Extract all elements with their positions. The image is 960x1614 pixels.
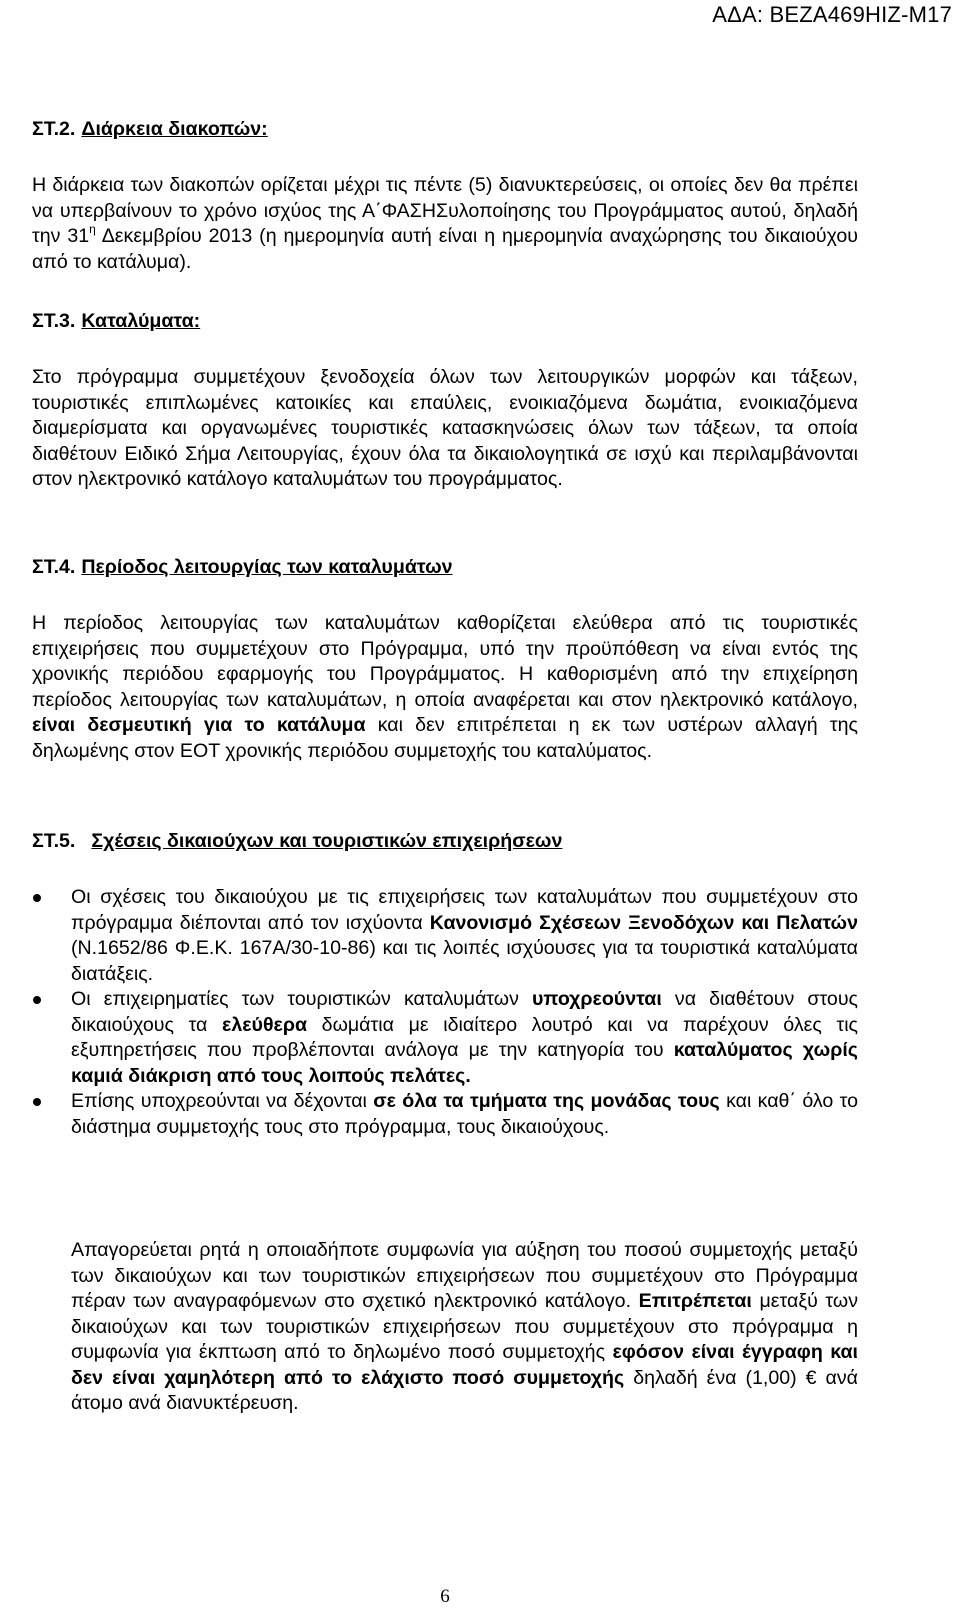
closing-bold-2: εφόσον είναι έγγραφη και δεν είναι χαμηλότερη από το ελάχιστο ποσό συμμετοχής [71,1341,858,1389]
st2-text-2: Δεκεμβρίου 2013 (η ημερομηνία αυτή είναι η ημερομηνία αναχώρησης του δικαιούχου από το κατάλυμα). [32,225,858,273]
bullet2-text-2: να διαθέτουν στους δικαιούχους τα [71,988,858,1036]
bullet1-bold-1: Κανονισμό Σχέσεων Ξενοδόχων και Πελατών [429,911,858,934]
closing-text-1: Απαγορεύεται ρητά η οποιαδήποτε συμφωνία για αύξηση του ποσού συμμετοχής μεταξύ των δικαιούχων και των τουριστικών επιχειρήσεων που συμμετέχουν στο Πρόγραμμα πέραν των αναγραφόμενων στο σχετικό ηλεκτρονικό κατάλογο. [71,1239,858,1312]
page-number: 6 [440,1586,450,1607]
bullet1-text-1: Οι σχέσεις του δικαιούχου με τις επιχειρήσεις των καταλυμάτων που συμμετέχουν στο πρόγραμμα διέπονται από τον ισχύοντα [71,886,858,934]
bullet3-text-1: Επίσης υποχρεούνται να δέχονται [71,1090,374,1112]
section-st5-title: Σχέσεις δικαιούχων και τουριστικών επιχειρήσεων [91,830,563,852]
list-item [32,987,858,1089]
st4-bold-1: είναι δεσμευτική για το κατάλυμα [32,714,366,736]
bullet2-bold-3: καταλύματος χωρίς καμιά διάκριση από τους λοιπούς πελάτες. [71,1039,858,1087]
section-st2-heading [32,117,858,143]
section-st2-number: ΣΤ.2. [32,118,76,140]
st4-text-1: Η περίοδος λειτουργίας των καταλυμάτων καθορίζεται ελεύθερα από τις τουριστικές επιχειρήσεις που συμμετέχουν στο Πρόγραμμα, υπό την προϋπόθεση να είναι εντός της χρονικής περιόδου εφαρμογής του Προγράμματος. Η καθορισμένη από την επιχείρηση περίοδος λειτουργίας των καταλυμάτων, η οποία αναφέρεται και στον ηλεκτρονικό κατάλογο, [32,612,858,711]
st2-superscript: η [89,222,96,236]
ada-code: ΑΔΑ: ΒΕΖΑ469ΗΙΖ-Μ17 [712,2,952,27]
bullet-dot-icon [33,996,41,1004]
section-st3-heading [32,309,858,335]
bullet-dot-icon [33,894,41,902]
section-st5-closing-paragraph [32,1238,858,1417]
list-item [32,885,858,987]
section-st2-title: Διάρκεια διακοπών: [81,118,268,140]
bullet1-text-2: (Ν.1652/86 Φ.Ε.Κ. 167Α/30-10-86) και τις λοιπές ισχύουσες για τα τουριστικά καταλύματα διατάξεις. [71,937,858,985]
section-st5-bullet-list [32,885,858,1140]
section-st2-paragraph [32,173,858,275]
bullet2-text-1: Οι επιχειρηματίες των τουριστικών καταλυμάτων [71,988,532,1010]
st2-text-1: Η διάρκεια των διακοπών ορίζεται μέχρι τις πέντε (5) διανυκτερεύσεις, οι οποίες δεν θα πρέπει να υπερβαίνουν το χρόνο ισχύος της Α΄ΦΑΣΗΣυλοποίησης του Προγράμματος αυτού, δηλαδή την 31 [32,174,858,247]
section-st4-heading [32,555,858,581]
bullet-dot-icon [33,1098,41,1106]
closing-bold-1: Επιτρέπεται [638,1290,752,1312]
bullet2-bold-1: υποχρεούνται [532,988,662,1010]
section-st3-number: ΣΤ.3. [32,310,76,332]
list-item [32,1089,858,1140]
bullet3-text-2: και καθ΄ όλο το διάστημα συμμετοχής τους στο πρόγραμμα, τους δικαιούχους. [71,1090,858,1138]
closing-text-2: μεταξύ των δικαιούχων και των τουριστικών επιχειρήσεων που συμμετέχουν στο πρόγραμμα η συμφωνία για έκπτωση από το δηλωμένο ποσό συμμετοχής [71,1290,858,1363]
section-st5-number: ΣΤ.5. [32,830,76,852]
section-st4-number: ΣΤ.4. [32,556,76,578]
section-st4-paragraph [32,611,858,764]
section-st3-paragraph: Στο πρόγραμμα συμμετέχουν ξενοδοχεία όλων των λειτουργικών μορφών και τάξεων, τουριστικές επιπλωμένες κατοικίες και επαύλεις, ενοικιαζόμενα δωμάτια, ενοικιαζόμενα διαμερίσματα και οργανωμένες τουριστικές κατασκηνώσεις όλων των τάξεων, τα οποία διαθέτουν Ειδικό Σήμα Λειτουργίας, έχουν όλα τα δικαιολογητικά σε ισχύ και περιλαμβάνονται στον ηλεκτρονικό κατάλογο καταλυμάτων του προγράμματος. [32,366,858,490]
bullet2-text-3: δωμάτια με ιδιαίτερο λουτρό και να παρέχουν όλες τις εξυπηρετήσεις που προβλέπονται ανάλογα με την κατηγορία του [71,1013,858,1061]
st4-text-2: και δεν επιτρέπεται η εκ των υστέρων αλλαγή της δηλωμένης στον ΕΟΤ χρονικής περιόδου συμμετοχής του καταλύματος. [32,714,859,762]
section-st5-heading [32,829,858,855]
closing-text-3: δηλαδή ένα (1,00) € ανά άτομο ανά διανυκτέρευση. [71,1366,858,1414]
bullet2-bold-2: ελεύθερα [222,1013,308,1036]
section-st4-title: Περίοδος λειτουργίας των καταλυμάτων [81,556,453,578]
bullet3-bold-1: σε όλα τα τμήματα της μονάδας τους [373,1090,720,1112]
section-st3-title: Καταλύματα: [81,310,201,332]
